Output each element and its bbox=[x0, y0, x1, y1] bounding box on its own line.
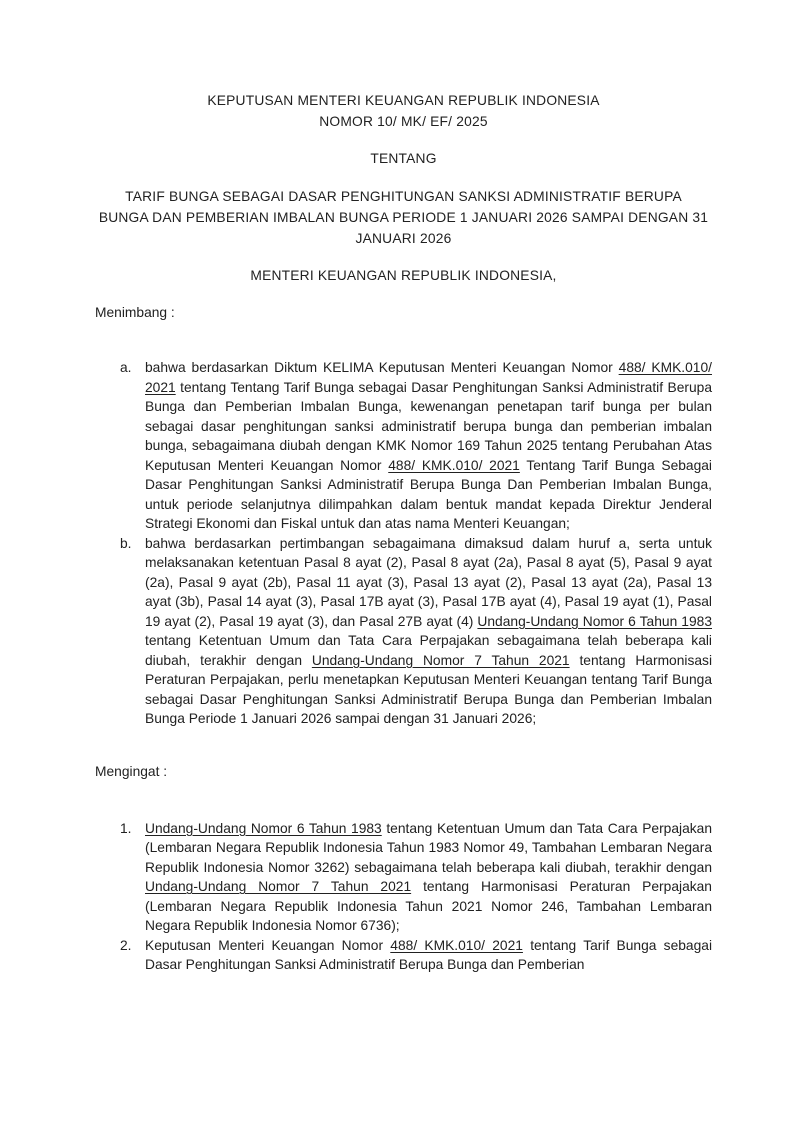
menimbang-item-b-marker: b. bbox=[120, 535, 132, 551]
legal-reference-underlined: 488/ KMK.010/ 2021 bbox=[388, 457, 520, 473]
mengingat-list bbox=[95, 819, 712, 975]
legal-reference-underlined: 488/ KMK.010/ 2021 bbox=[390, 937, 523, 953]
text-segment: Tentang Tarif Bunga Sebagai Dasar Penghitungan Sanksi Administratif Berupa Bunga Dan Pemberian Imbalan Bunga, untuk periode selanjutnya dilimpahkan dalam bentuk mandat kepada Direktur Jenderal Strategi Ekonomi dan Fiskal untuk dan atas nama Menteri Keuangan; bbox=[145, 457, 713, 531]
document-header bbox=[95, 90, 712, 286]
legal-reference-underlined: Undang-Undang Nomor 7 Tahun 2021 bbox=[145, 879, 412, 894]
text-segment: bahwa berdasarkan pertimbangan sebagaimana dimaksud dalam huruf a, serta untuk melaksanakan ketentuan Pasal 8 ayat (2), Pasal 8 ayat (2a), Pasal 8 ayat (5), Pasal 9 ayat (2a), Pasal 9 ayat (2b), Pasal 11 ayat (3), Pasal 13 ayat (2), Pasal 13 ayat (2a), Pasal 13 ayat (3b), Pasal 14 ayat (3), Pasal 17B ayat (3), Pasal 17B ayat (4), Pasal 19 ayat (1), Pasal 19 ayat (2), Pasal 19 ayat (3), dan Pasal 27B ayat (4) bbox=[145, 535, 712, 629]
menimbang-item-b bbox=[95, 534, 712, 729]
text-segment: bahwa berdasarkan Diktum KELIMA Keputusan Menteri Keuangan Nomor bbox=[145, 360, 619, 375]
text-segment: tentang Tentang Tarif Bunga sebagai Dasar Penghitungan Sanksi Administratif Berupa Bunga dan Pemberian Imbalan Bunga, kewenangan penetapan tarif bunga per bulan sebagai dasar penghitungan sanksi administratif berupa bunga dan pemberian imbalan bunga, sebagaimana diubah dengan KMK Nomor 169 Tahun 2025 tentang Perubahan Atas Keputusan Menteri Keuangan Nomor bbox=[145, 379, 712, 473]
text-segment: tentang Tarif Bunga sebagai Dasar Penghitungan Sanksi Administratif Berupa Bunga dan Pemberian bbox=[145, 937, 713, 972]
legal-reference-underlined: Undang-Undang Nomor 6 Tahun 1983 bbox=[145, 820, 382, 836]
tentang-label: TENTANG bbox=[370, 151, 437, 166]
mengingat-item-2 bbox=[95, 936, 712, 975]
mengingat-item-1-marker: 1. bbox=[120, 820, 132, 836]
mengingat-label: Mengingat : bbox=[95, 763, 168, 779]
mengingat-item-2-text bbox=[145, 936, 712, 975]
menimbang-item-a-marker: a. bbox=[120, 360, 132, 375]
issuing-authority: MENTERI KEUANGAN REPUBLIK INDONESIA, bbox=[250, 268, 557, 283]
mengingat-item-2-marker: 2. bbox=[120, 937, 132, 953]
document-subject-title: TARIF BUNGA SEBAGAI DASAR PENGHITUNGAN SANKSI ADMINISTRATIF BERUPA BUNGA DAN PEMBERIAN IMBALAN BUNGA PERIODE 1 JANUARI 2026 SAMPAI DENGAN 31 JANUARI 2026 bbox=[98, 189, 709, 246]
legal-reference-underlined: Undang-Undang Nomor 6 Tahun 1983 bbox=[477, 613, 712, 629]
mengingat-item-1-text bbox=[145, 819, 712, 936]
legal-reference-underlined: 488/ KMK.010/ 2021 bbox=[145, 360, 712, 395]
menimbang-item-a bbox=[95, 358, 712, 534]
menimbang-item-a-text bbox=[145, 358, 712, 534]
text-segment: tentang Harmonisasi Peraturan Perpajakan (Lembaran Negara Republik Indonesia Tahun 2021 Nomor 246, Tambahan Lembaran Negara Republik Indonesia Nomor 6736); bbox=[145, 879, 712, 933]
text-segment: Keputusan Menteri Keuangan Nomor bbox=[145, 937, 391, 953]
document-title-line1: KEPUTUSAN MENTERI KEUANGAN REPUBLIK INDONESIA bbox=[207, 93, 600, 108]
text-segment: tentang Ketentuan Umum dan Tata Cara Perpajakan sebagaimana telah beberapa kali diubah, terakhir dengan bbox=[145, 633, 712, 668]
menimbang-label: Menimbang : bbox=[95, 305, 175, 320]
text-segment: tentang Harmonisasi Peraturan Perpajakan, perlu menetapkan Keputusan Menteri Keuangan tentang Tarif Bunga sebagai Dasar Penghitungan Sanksi Administratif Berupa Bunga dan Pemberian Imbalan Bunga Periode 1 Januari 2026 sampai dengan 31 Januari 2026; bbox=[145, 652, 713, 726]
legal-reference-underlined: Undang-Undang Nomor 7 Tahun 2021 bbox=[311, 652, 570, 668]
document-number: NOMOR 10/ MK/ EF/ 2025 bbox=[319, 114, 488, 129]
text-segment: tentang Ketentuan Umum dan Tata Cara Perpajakan (Lembaran Negara Republik Indonesia Tahun 1983 Nomor 49, Tambahan Lembaran Negara Republik Indonesia Nomor 3262) sebagaimana telah beberapa kali diubah, terakhir dengan bbox=[145, 820, 712, 875]
mengingat-item-1 bbox=[95, 819, 712, 936]
menimbang-list bbox=[95, 358, 712, 729]
menimbang-item-b-text bbox=[145, 534, 712, 729]
